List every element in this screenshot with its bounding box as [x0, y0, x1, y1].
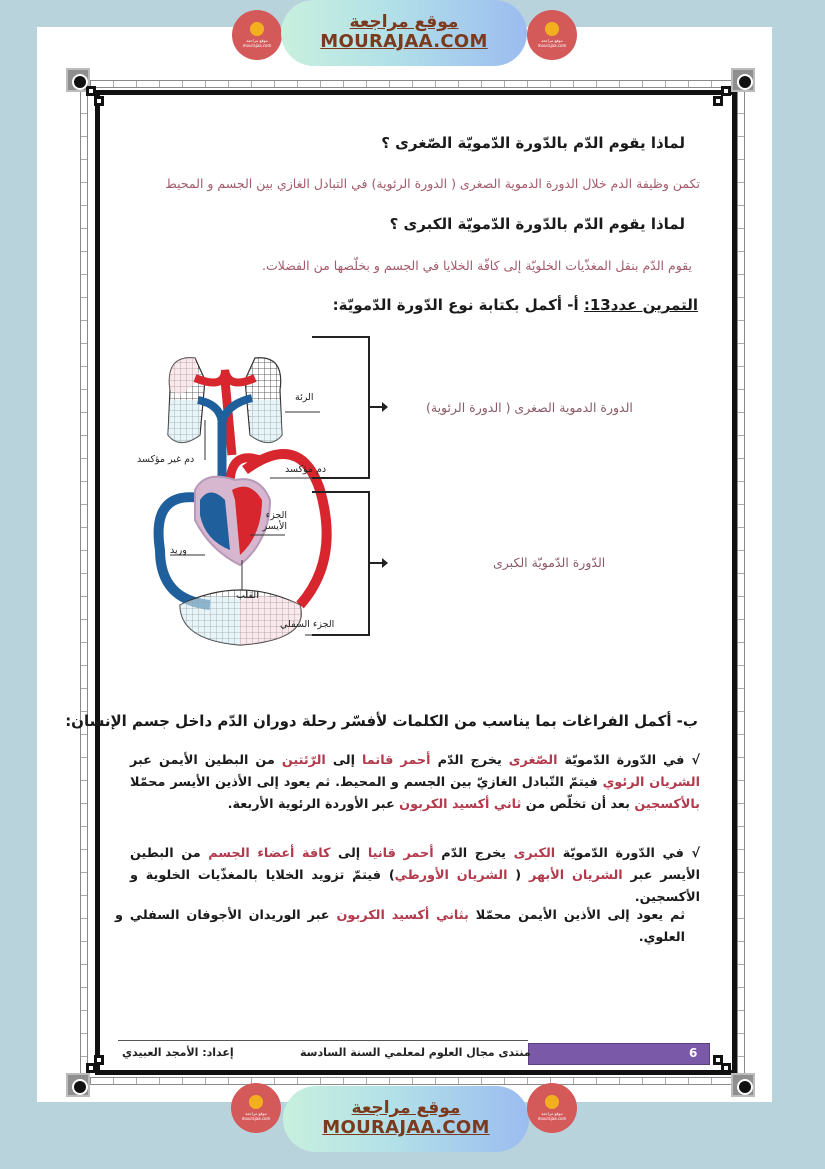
filled-blank: أحمر قانيا [367, 846, 434, 861]
filled-blank: الشريان الأورطي [394, 868, 508, 883]
watermark-banner[interactable] [281, 0, 527, 66]
text-segment: ثم يعود إلى الأذين الأيمن محمّلا [468, 908, 686, 923]
badge-text-ar: موقع مراجعة [541, 38, 563, 44]
text-segment: يخرج الدّم [430, 753, 509, 768]
text-segment: يخرج الدّم [433, 846, 514, 861]
book-logo-icon [250, 22, 264, 36]
badge-text-en: mourajaa.com [537, 1115, 567, 1121]
page-number-bar [528, 1043, 710, 1065]
label-lower-part: الجزء السفلي [280, 619, 335, 630]
badge-text-ar: موقع مراجعة [245, 1111, 267, 1117]
book-logo-icon [545, 1095, 559, 1109]
frame-border-top [90, 80, 740, 88]
bracket-top [312, 336, 370, 479]
frame-corner-ornament-icon [731, 68, 755, 92]
answer-2: يقوم الدّم بنقل المغذّيات الخلويّة إلى كافّة الخلايا في الجسم و بخلّصها من الفضلات. [262, 258, 692, 273]
text-segment: إلى [325, 753, 362, 768]
filled-blank: ثاني أكسيد الكربون [399, 797, 522, 812]
text-segment: ( [507, 868, 529, 883]
footer-divider [118, 1040, 528, 1041]
question-1: لماذا يقوم الدّم بالدّورة الدّمويّة الصّغرى ؟ [381, 134, 685, 152]
filled-blank: الكبرى [513, 846, 556, 861]
label-left-part: الجزء الأيسر [262, 510, 287, 532]
label-vein: وريد [170, 545, 187, 556]
book-logo-icon [545, 22, 559, 36]
bracket-bottom [312, 491, 370, 636]
filled-blank: أحمر قاتما [362, 753, 431, 768]
arrow-right-icon [370, 406, 386, 408]
text-segment: ) فيتمّ تزويد الخلايا بالمغذّيات الخلوية و الأكسجين. [130, 868, 700, 905]
question-2: لماذا يقوم الدّم بالدّورة الدّمويّة الكبرى ؟ [389, 215, 685, 233]
answer-1: تكمن وظيفة الدم خلال الدورة الدموية الصغرى ( الدورة الرئوية) في التبادل الغازي بين الجسم و المحيط [165, 176, 700, 191]
frame-border-right [737, 90, 745, 1075]
frame-corner-ornament-icon [66, 68, 90, 92]
badge-text-en: mourajaa.com [241, 1115, 271, 1121]
badge-text-ar: موقع مراجعة [541, 1111, 563, 1117]
exercise-number: التمرين عدد13: [583, 296, 698, 314]
paragraph-return [115, 905, 685, 949]
paragraph-pulmonary [130, 750, 700, 816]
text-segment: فيتمّ التّبادل الغازيّ بين الجسم و المحيط. ثم يعود إلى الأذين الأيسر محمّلا [130, 775, 603, 790]
watermark-badge [527, 1083, 577, 1133]
label-lungs: الرئة [295, 392, 314, 403]
label-deoxygenated-blood: دم غير مؤكسد [137, 454, 195, 465]
watermark-badge [231, 1083, 281, 1133]
text-segment: عبر الأوردة الرئوية الأربعة. [227, 797, 400, 812]
watermark-arabic: موقع مراجعة [349, 11, 459, 32]
exercise-title [333, 296, 698, 314]
badge-text-en: mourajaa.com [242, 42, 272, 48]
filled-blank: كافة أعضاء الجسم [208, 846, 331, 861]
text-segment: بعد أن تخلّص من [521, 797, 635, 812]
filled-blank: الصّغرى [508, 753, 558, 768]
exercise-part-a: أ- أكمل بكتابة نوع الدّورة الدّمويّة: [332, 296, 579, 314]
book-logo-icon [249, 1095, 263, 1109]
badge-text-en: mourajaa.com [537, 42, 567, 48]
badge-text-ar: موقع مراجعة [246, 38, 268, 44]
answer-systemic-circulation: الدّورة الدّمويّة الكبرى [493, 555, 606, 570]
footer-forum: منتدى مجال العلوم لمعلمي السنة السادسة [300, 1046, 531, 1059]
text-segment: إلى [330, 846, 368, 861]
watermark-url[interactable]: MOURAJAA.COM [320, 31, 488, 53]
frame-border-left [80, 90, 88, 1075]
label-heart: القلب [236, 590, 259, 601]
watermark-badge [232, 10, 282, 60]
text-segment: من البطين الأيمن عبر [130, 753, 282, 768]
paragraph-systemic [130, 843, 700, 909]
watermark-banner[interactable] [283, 1086, 529, 1152]
filled-blank: بالأكسجين [634, 797, 700, 812]
frame-border-bottom [90, 1077, 740, 1085]
arrow-right-icon [370, 562, 386, 564]
exercise-part-b: ب- أكمل الفراغات بما يناسب من الكلمات لأفسّر رحلة دوران الدّم داخل جسم الإنسان: [65, 712, 698, 730]
filled-blank: بثاني أكسيد الكربون [336, 908, 469, 923]
label-oxygenated-blood: دم مؤكسد [285, 464, 327, 475]
text-segment: √ في الدّورة الدّمويّة [557, 753, 700, 768]
watermark-arabic: موقع مراجعة [351, 1097, 461, 1118]
watermark-badge [527, 10, 577, 60]
text-segment: من البطين الأيسر عبر [130, 846, 700, 883]
watermark-url[interactable]: MOURAJAA.COM [322, 1117, 490, 1139]
text-segment: √ في الدّورة الدّمويّة [555, 846, 700, 861]
answer-pulmonary-circulation: الدورة الدموية الصغرى ( الدورة الرئوية) [426, 400, 633, 415]
filled-blank: الشريان الرئوي [602, 775, 700, 790]
filled-blank: الشريان الأبهر [529, 868, 623, 883]
text-segment: عبر الوريدان الأجوفان السفلي و العلوي. [115, 908, 685, 945]
frame-corner-ornament-icon [66, 1073, 90, 1097]
frame-corner-ornament-icon [731, 1073, 755, 1097]
page-number: 6 [689, 1046, 698, 1060]
footer-author: إعداد: الأمجد العبيدي [122, 1046, 234, 1059]
filled-blank: الرّئتين [281, 753, 326, 768]
